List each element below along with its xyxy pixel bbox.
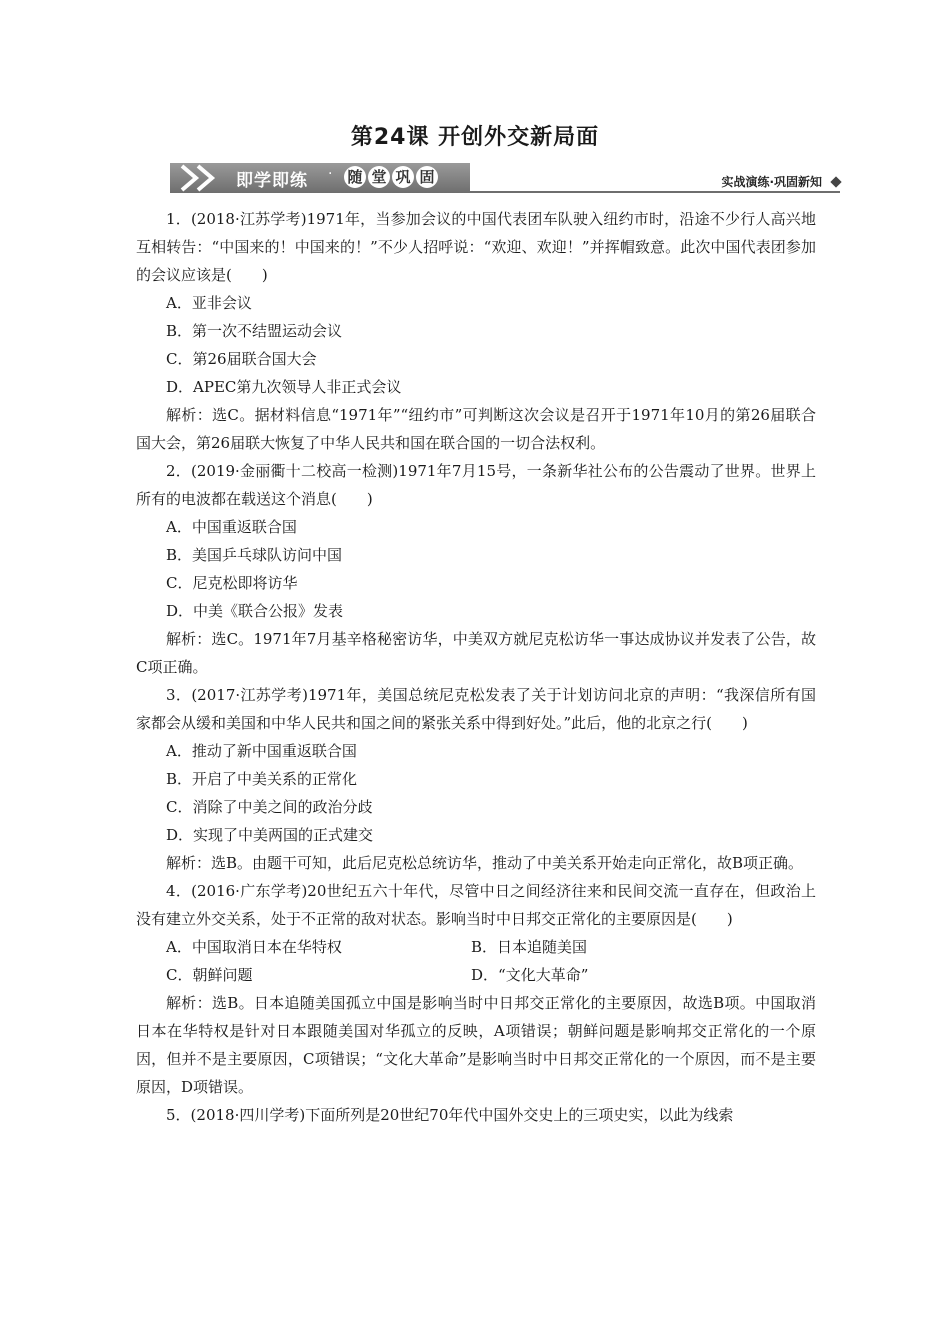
question-stem: 5．(2018·四川学考)下面所列是20世纪70年代中国外交史上的三项史实，以此为线索 [166, 1106, 734, 1124]
question-2 [136, 457, 816, 681]
analysis: 解析：选B。由题干可知，此后尼克松总统访华，推动了中美关系开始走向正常化，故B项正确。 [166, 854, 804, 872]
banner-label: 即学即练 [236, 171, 308, 191]
option-a: A．中国重返联合国 [166, 518, 297, 536]
question-stem: 4．(2016·广东学考)20世纪五六十年代，尽管中日之间经济往来和民间交流一直存在，但政治上没有建立外交关系，处于不正常的敌对状态。影响当时中日邦交正常化的主要原因是( ) [136, 882, 816, 928]
option-row [136, 933, 816, 961]
option-d: D．中美《联合公报》发表 [166, 602, 344, 620]
analysis: 解析：选C。据材料信息“1971年”“纽约市”可判断这次会议是召开于1971年10月的第26届联合国大会，第26届联大恢复了中华人民共和国在联合国的一切合法权利。 [136, 406, 816, 452]
section-banner [170, 163, 840, 195]
option-d: D．实现了中美两国的正式建交 [166, 826, 374, 844]
banner-char: 固 [416, 166, 438, 188]
question-4 [136, 877, 816, 1101]
analysis: 解析：选C。1971年7月基辛格秘密访华，中美双方就尼克松访华一事达成协议并发表了公告，故C项正确。 [136, 630, 816, 676]
diamond-icon [830, 176, 841, 187]
option-a: A．推动了新中国重返联合国 [166, 742, 357, 760]
page-title: 第24课 开创外交新局面 [350, 125, 600, 150]
banner-rule [470, 191, 840, 193]
double-chevron-icon [176, 163, 230, 193]
option-row [136, 961, 816, 989]
option-c: C．第26届联合国大会 [166, 350, 317, 368]
banner-bar [170, 163, 470, 193]
option-d: D．“文化大革命” [471, 966, 589, 984]
question-stem: 2．(2019·金丽衢十二校高一检测)1971年7月15号，一条新华社公布的公告震动了世界。世界上所有的电波都在载送这个消息( ) [136, 462, 816, 508]
question-3 [136, 681, 816, 877]
option-a: A．中国取消日本在华特权 [166, 938, 342, 956]
question-5 [136, 1101, 816, 1129]
banner-separator: · [328, 166, 333, 182]
question-list [136, 205, 816, 1129]
option-c: C．尼克松即将访华 [166, 574, 298, 592]
option-c: C．消除了中美之间的政治分歧 [166, 798, 373, 816]
analysis: 解析：选B。日本追随美国孤立中国是影响当时中日邦交正常化的主要原因，故选B项。中国取消日本在华特权是针对日本跟随美国对华孤立的反映，A项错误；朝鲜问题是影响邦交正常化的一个原因，但并不是主要原因，C项错误；“文化大革命”是影响当时中日邦交正常化的一个原因，而不是主要原因，D项错误。 [136, 994, 816, 1096]
option-c: C．朝鲜问题 [166, 966, 253, 984]
banner-char: 巩 [392, 166, 414, 188]
option-b: B．美国乒乓球队访问中国 [166, 546, 343, 564]
option-a: A．亚非会议 [166, 294, 252, 312]
question-1 [136, 205, 816, 457]
option-b: B．第一次不结盟运动会议 [166, 322, 343, 340]
banner-char: 堂 [368, 166, 390, 188]
option-b: B．日本追随美国 [471, 938, 588, 956]
option-d: D．APEC第九次领导人非正式会议 [166, 378, 402, 396]
banner-right-label: 实战演练·巩固新知 [721, 175, 822, 189]
banner-boxed-label [344, 166, 438, 188]
question-stem: 3．(2017·江苏学考)1971年，美国总统尼克松发表了关于计划访问北京的声明：“我深信所有国家都会从缓和美国和中华人民共和国之间的紧张关系中得到好处。”此后，他的北京之行( ) [136, 686, 816, 732]
question-stem: 1．(2018·江苏学考)1971年，当参加会议的中国代表团车队驶入纽约市时，沿途不少行人高兴地互相转告：“中国来的！中国来的！”不少人招呼说：“欢迎、欢迎！”并挥帽致意。此次中国代表团参加的会议应该是( ) [136, 210, 816, 284]
option-b: B．开启了中美关系的正常化 [166, 770, 358, 788]
banner-char: 随 [344, 166, 366, 188]
